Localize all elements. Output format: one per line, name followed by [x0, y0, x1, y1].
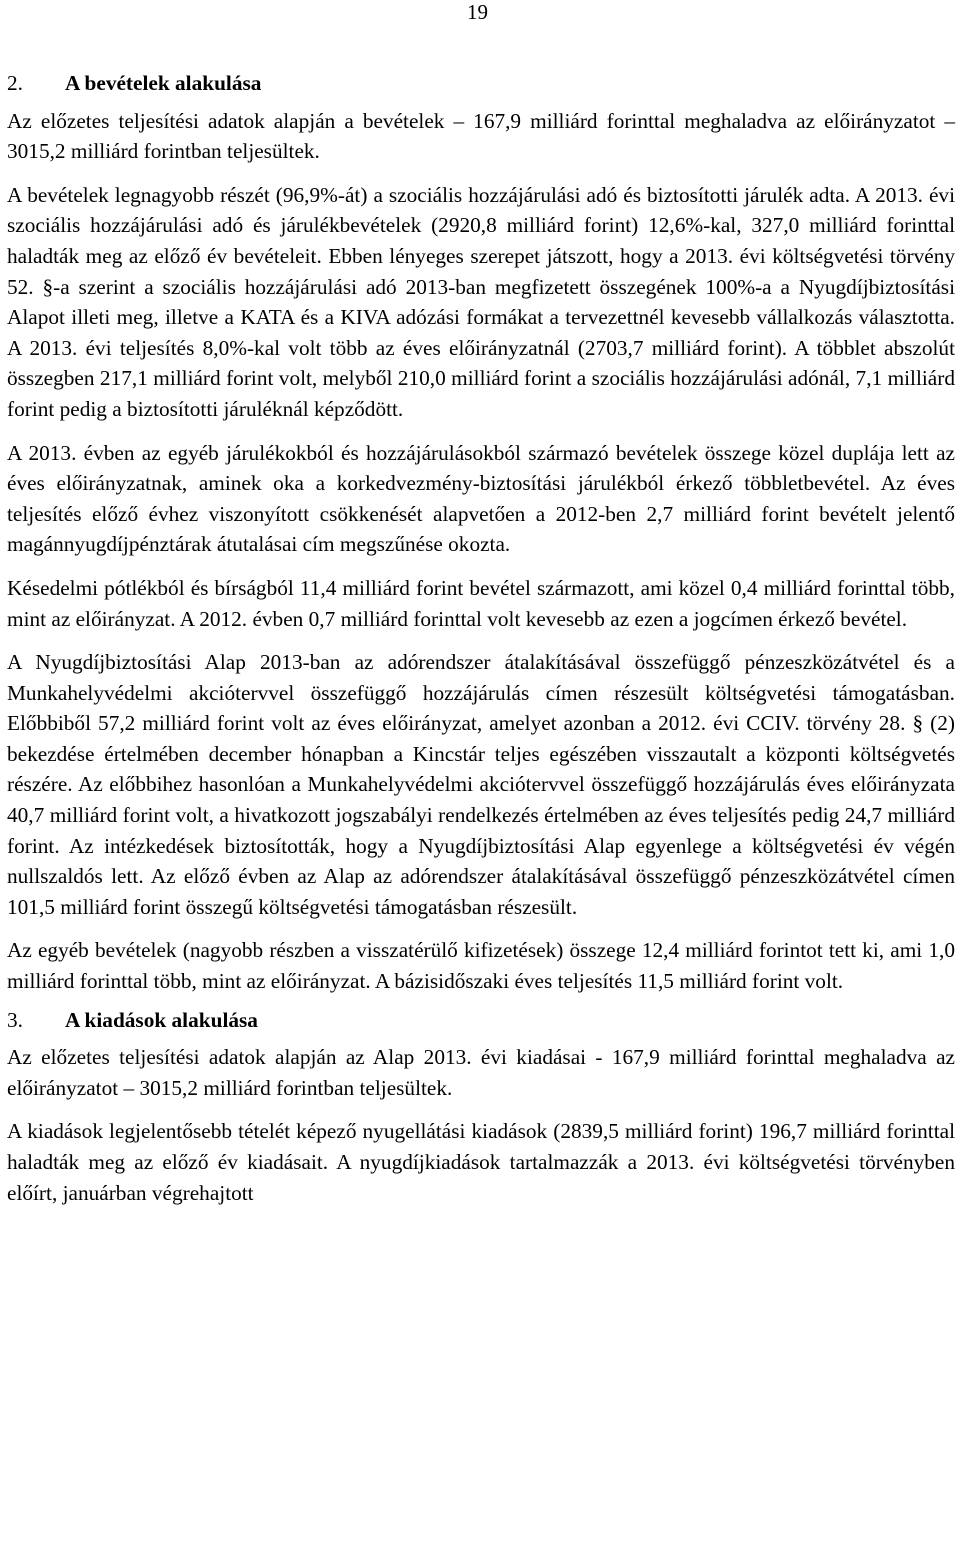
- paragraph: Az előzetes teljesítési adatok alapján a bevételek – 167,9 milliárd forinttal meghaladva az előirányzatot – 3015,2 milliárd forintban teljesültek.: [7, 108, 955, 164]
- section-heading-revenues: [7, 68, 955, 99]
- paragraph: A kiadások legjelentősebb tételét képező nyugellátási kiadások (2839,5 milliárd forint) 196,7 milliárd forinttal haladták meg az előző év kiadásait. A nyugdíjkiadások tartalmazzák a 2013. évi költségvetési törvényben előírt, januárban végrehajtott: [7, 1119, 955, 1205]
- paragraph: Az egyéb bevételek (nagyobb részben a visszatérülő kifizetések) összege 12,4 milliárd forintot tett ki, ami 1,0 milliárd forinttal több, mint az előirányzat. A bázisidőszaki éves teljesítés 11,5 milliárd forint volt.: [7, 938, 955, 994]
- section-title: A kiadások alakulása: [65, 1007, 258, 1032]
- paragraph: Az előzetes teljesítési adatok alapján az Alap 2013. évi kiadásai - 167,9 milliárd forinttal meghaladva az előirányzatot – 3015,2 milliárd forintban teljesültek.: [7, 1045, 955, 1100]
- section-number: 2.: [7, 71, 23, 95]
- section-heading-expenditures: [7, 1005, 955, 1036]
- section-number: 3.: [7, 1007, 23, 1032]
- paragraph: A 2013. évben az egyéb járulékokból és hozzájárulásokból származó bevételek összege közel duplája lett az éves előirányzatnak, aminek oka a korkedvezmény-biztosítási járulékból érkező többletbevétel. Az éves teljesítés előző évhez viszonyított csökkenését alapvetően a 2012-ben 2,7 milliárd forint bevételt jelentő magánnyugdíjpénztárak átutalásai cím megszűnése okozta.: [7, 440, 955, 557]
- page-content: [7, 68, 955, 1221]
- paragraph: A bevételek legnagyobb részét (96,9%-át) a szociális hozzájárulási adó és biztosítotti járulék adta. A 2013. évi szociális hozzájárulási adó és járulékbevételek (2920,8 milliárd forint) 12,6%-kal, 327,0 milliárd forinttal haladták meg az előző év bevételeit. Ebben lényeges szerepet játszott, hogy a 2013. évi költségvetési törvény 52. §-a szerint a szociális hozzájárulási adó 2013-ban megfizetett összegének 100%-a a Nyugdíjbiztosítási Alapot illeti meg, illetve a KATA és a KIVA adózási formákat a tervezettnél kevesebb vállalkozás választotta. A 2013. évi teljesítés 8,0%-kal volt több az éves előirányzatnál (2703,7 milliárd forint). A többlet abszolút összegben 217,1 milliárd forint volt, melyből 210,0 milliárd forint a szociális hozzájárulási adónál, 7,1 milliárd forint pedig a biztosítotti járuléknál képződött.: [7, 182, 955, 421]
- page-number: 19: [467, 0, 488, 24]
- paragraph: Késedelmi pótlékból és bírságból 11,4 milliárd forint bevétel származott, ami közel 0,4 milliárd forinttal több, mint az előirányzat. A 2012. évben 0,7 milliárd forinttal volt kevesebb az ezen a jogcímen érkező bevétel.: [7, 575, 955, 631]
- section-title: A bevételek alakulása: [65, 71, 262, 95]
- paragraph: A Nyugdíjbiztosítási Alap 2013-ban az adórendszer átalakításával összefüggő pénzeszközátvétel és a Munkahelyvédelmi akciótervvel összefüggő hozzájárulás címen részesült költségvetési támogatásban. Előbbiből 57,2 milliárd forint volt az éves előirányzat, amelyet azonban a 2012. évi CCIV. törvény 28. § (2) bekezdése értelmében december hónapban a Kincstár teljes egészében visszautalt a központi költségvetés részére. Az előbbihez hasonlóan a Munkahelyvédelmi akciótervvel összefüggő hozzájárulás éves előirányzata 40,7 milliárd forint volt, a hivatkozott jogszabályi rendelkezés értelmében az éves teljesítés pedig 24,7 milliárd forint. Az intézkedések biztosították, hogy a Nyugdíjbiztosítási Alap egyenlege a költségvetési év végén nullszaldós lett. Az előző évben az Alap az adórendszer átalakításával összefüggő pénzeszközátvétel címen 101,5 milliárd forint összegű költségvetési támogatásban részesült.: [7, 650, 955, 919]
